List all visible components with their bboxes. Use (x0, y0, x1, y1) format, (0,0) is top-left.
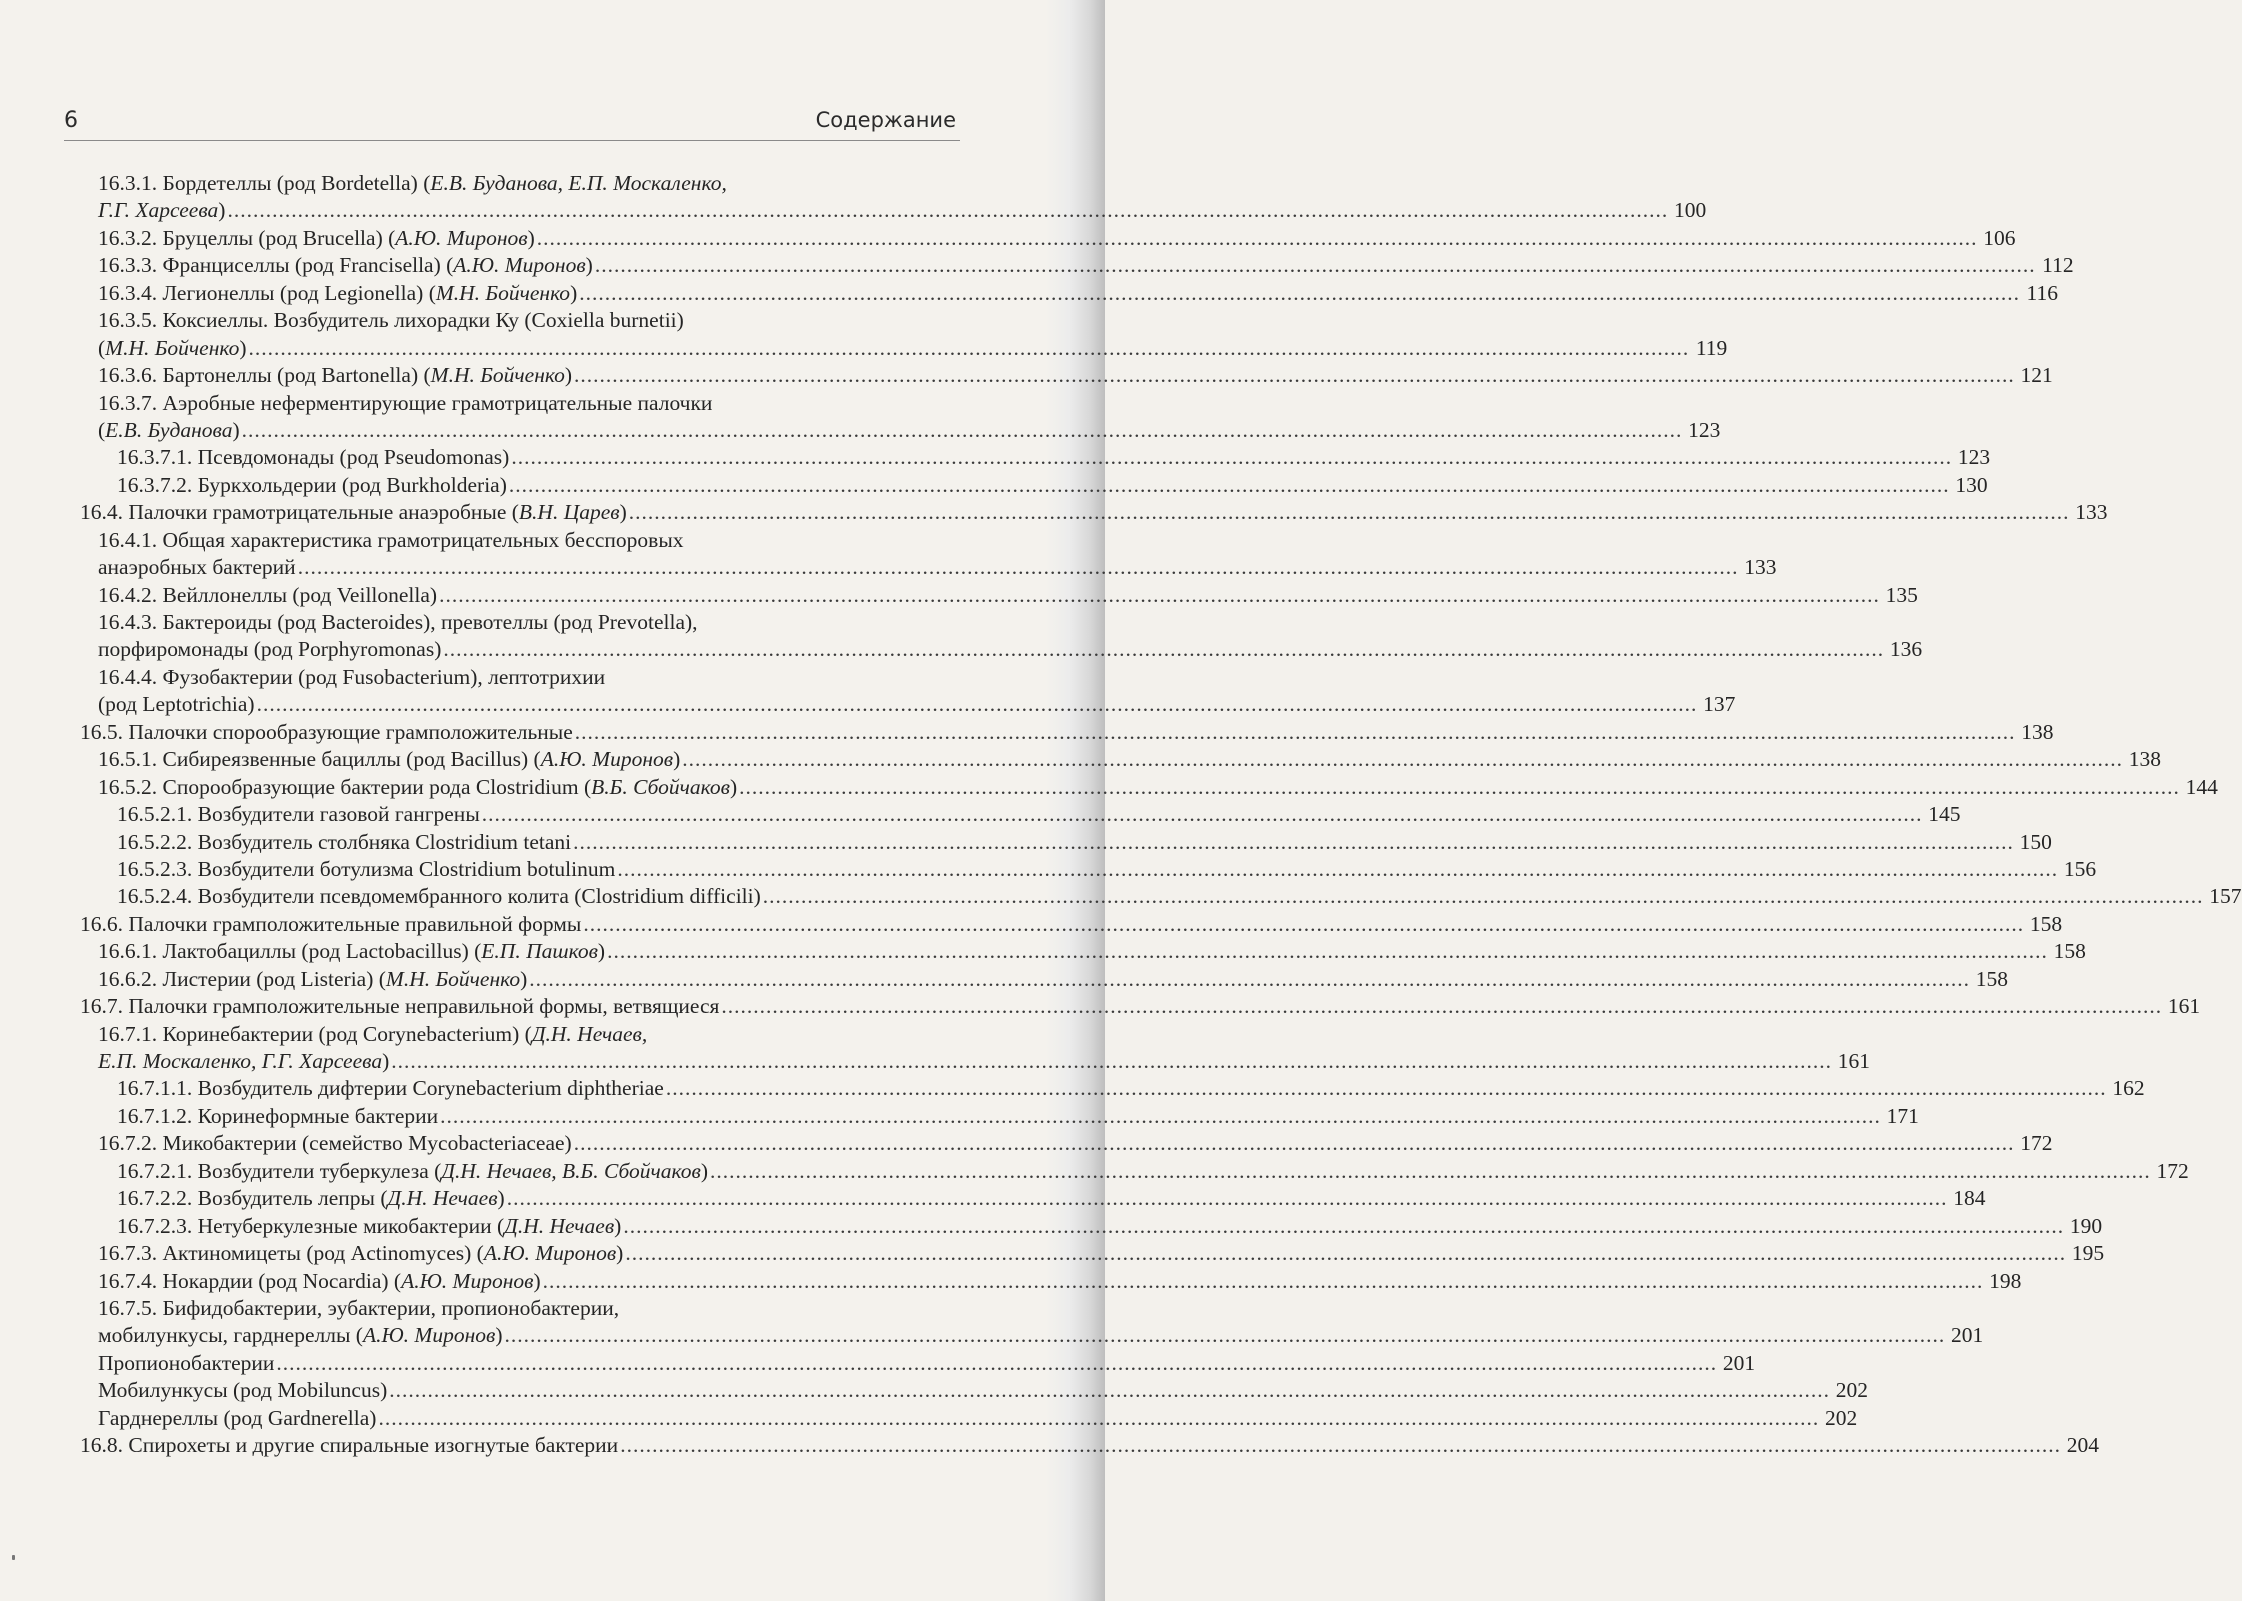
toc-entry (80, 719, 2054, 746)
toc-entry-text: 16.5.2.4. Возбудители псевдомембранного колита (Clostridium difficili) (117, 884, 761, 909)
toc-entry-title (98, 307, 684, 334)
dot-leader (529, 966, 1970, 993)
dot-leader (629, 499, 2070, 526)
dot-leader (511, 444, 1952, 471)
toc-entry (80, 499, 2108, 526)
toc-entry-text: 16.7.2.1. Возбудители туберкулеза ( (117, 1158, 442, 1183)
dot-leader (482, 801, 1923, 828)
toc-entry (80, 390, 956, 417)
toc-entry (80, 883, 2242, 910)
toc-entry-text: 16.5. Палочки спорообразующие грамположительные (80, 719, 573, 744)
page-number: 6 (64, 108, 78, 133)
toc-entry-author: В.Н. Царев (518, 500, 620, 525)
toc-entry-author: Е.П. Москаленко, Г.Г. Харсеева (98, 1049, 383, 1073)
toc-entry-title (98, 1405, 376, 1432)
toc-page-number: 130 (1955, 472, 1988, 497)
toc-entry-tail: ) (564, 363, 573, 388)
toc-entry-author: Д.Н. Нечаев (504, 1213, 615, 1238)
toc-entry-text: Гарднереллы (род Gardnerella) (98, 1405, 377, 1430)
toc-entry (80, 938, 2086, 965)
dot-leader (763, 883, 2204, 910)
toc-page-number: 162 (2112, 1076, 2145, 1101)
dot-leader (595, 252, 2036, 279)
toc-entry-author: Д.Н. Нечаев (387, 1186, 498, 1211)
dot-leader (242, 417, 1683, 444)
dot-leader (443, 636, 1884, 663)
dot-leader (617, 856, 2058, 883)
toc-entry (80, 527, 956, 554)
toc-entry-title (117, 472, 507, 499)
toc-entry-text: 16.4.1. Общая характеристика грамотрицательных бесспоровых (98, 527, 684, 552)
toc-entry-tail: ) (232, 417, 240, 442)
toc-entry-text: мобилункусы, гарднереллы ( (98, 1323, 363, 1348)
toc-entry-title (98, 252, 593, 279)
toc-entry-text: 16.3.4. Легионеллы (род Legionella) ( (98, 280, 436, 305)
toc-entry-text: 16.7.3. Актиномицеты (род Actinomyces) ( (98, 1241, 484, 1266)
toc-entry-title (98, 170, 727, 197)
toc-entry-title (98, 691, 255, 718)
toc-entry-tail: ) (614, 1213, 622, 1238)
toc-entry (80, 1268, 2022, 1295)
toc-entry-title (80, 1432, 618, 1459)
toc-entry-text: 16.6.2. Листерии (род Listeria) ( (98, 966, 386, 991)
toc-entry-text: 16.7.4. Нокардии (род Nocardia) ( (98, 1268, 402, 1293)
dot-leader (440, 1103, 1881, 1130)
toc-entry-title (98, 417, 240, 444)
toc-entry-tail: ) (382, 1049, 390, 1073)
toc-entry (80, 801, 1961, 828)
dot-leader (623, 1213, 2064, 1240)
toc-entry (80, 746, 2161, 773)
toc-entry-author: Е.В. Буданова (105, 417, 233, 442)
dot-leader (276, 1350, 1717, 1377)
toc-entry (80, 1295, 956, 1322)
toc-page-number: 172 (2020, 1131, 2053, 1156)
dot-leader (389, 1377, 1830, 1404)
toc-entry-text: 16.3.7.1. Псевдомонады (род Pseudomonas) (117, 445, 510, 470)
toc-entry-author: А.Ю. Миронов (362, 1323, 496, 1348)
toc-entry (80, 170, 956, 197)
dot-leader (543, 1268, 1984, 1295)
toc-entry-author: М.Н. Бойченко (430, 363, 565, 388)
toc-page-number: 156 (2063, 856, 2097, 881)
toc-entry-tail: ) (495, 1323, 503, 1348)
toc-entry-text: ( (98, 335, 106, 360)
toc-entry-tail: ) (527, 225, 535, 250)
toc-entry-title (98, 746, 680, 773)
toc-entry-tail: ) (597, 939, 606, 964)
toc-entry (80, 1103, 1919, 1130)
toc-entry-tail: ) (619, 500, 627, 525)
toc-entry-title (98, 609, 698, 636)
dot-leader (298, 554, 1739, 581)
toc-entry-text: 16.7. Палочки грамположительные неправильной формы, ветвящиеся (80, 994, 720, 1019)
toc-page-number: 138 (2128, 747, 2161, 772)
toc-entry (80, 1240, 2105, 1267)
toc-entry (80, 362, 2053, 389)
toc-page-number: 137 (1703, 692, 1736, 717)
toc-page-number: 161 (1837, 1049, 1870, 1073)
toc-entry (80, 1213, 2103, 1240)
dot-leader (579, 280, 2020, 307)
toc-entry-text: 16.7.1.2. Коринеформные бактерии (117, 1103, 439, 1128)
toc-entry-text: Мобилункусы (род Mobiluncus) (98, 1378, 388, 1403)
toc-entry-author: А.Ю. Миронов (401, 1268, 534, 1293)
toc-page-number: 144 (2185, 774, 2218, 799)
toc-entry-text: 16.7.1. Коринебактерии (род Corynebacterium) ( (98, 1021, 532, 1046)
toc-entry-text: анаэробных бактерий (98, 555, 296, 580)
toc-entry (80, 1405, 1858, 1432)
toc-page-number: 100 (1673, 198, 1707, 223)
toc-entry-title (80, 719, 573, 746)
dot-leader (391, 1048, 1832, 1075)
dot-leader (666, 1075, 2107, 1102)
toc-entry-author: Г.Г. Харсеева (98, 198, 219, 223)
toc-entry (80, 307, 956, 334)
toc-entry-title (117, 1103, 438, 1130)
toc-entry (80, 911, 2063, 938)
toc-entry-title (80, 993, 719, 1020)
toc-page-number: 123 (1957, 445, 1991, 470)
toc-page-number: 202 (1835, 1378, 1869, 1403)
toc-entry-title (98, 335, 247, 362)
toc-page-number: 201 (1951, 1323, 1984, 1348)
toc-entry-text: 16.4.3. Бактероиды (род Bacteroides), превотеллы (род Prevotella), (98, 610, 698, 634)
toc-entry-title (98, 966, 527, 993)
toc-entry (80, 636, 1923, 663)
toc-page-number: 202 (1824, 1405, 1858, 1430)
toc-page-number: 172 (2156, 1158, 2189, 1183)
toc-page-number: 204 (2066, 1433, 2099, 1458)
toc-entry-author: А.Ю. Миронов (453, 253, 586, 278)
toc-entry-text: порфиромонады (род Porphyromonas) (98, 637, 442, 662)
dot-leader (249, 335, 1690, 362)
toc-entry-title (117, 829, 571, 856)
dot-leader (257, 691, 1698, 718)
toc-entry-tail: ) (218, 198, 226, 223)
toc-entry-text: 16.3.1. Бордетеллы (род Bordetella) ( (98, 171, 431, 195)
toc-entry-author: В.Б. Сбойчаков (591, 774, 730, 799)
toc-page-number: 119 (1695, 335, 1728, 360)
toc-entry-title (98, 1322, 503, 1349)
toc-entry-text: 16.5.2.1. Возбудители газовой гангрены (117, 802, 480, 827)
toc-page-number: 121 (2020, 363, 2053, 388)
toc-page-number: 145 (1928, 802, 1961, 827)
toc-entry-title (117, 1075, 664, 1102)
toc-entry-title (98, 636, 441, 663)
toc-page-number: 112 (2042, 253, 2074, 278)
toc-entry-author: А.Ю. Миронов (395, 225, 528, 250)
toc-entry-title (98, 938, 605, 965)
toc-entry-title (98, 1268, 541, 1295)
toc-entry-title (98, 1048, 389, 1075)
toc-entry (80, 829, 2052, 856)
toc-entry-tail: ) (616, 1241, 624, 1266)
toc-entry (80, 1021, 956, 1048)
toc-entry-text: 16.3.7.2. Буркхольдерии (род Burkholderia) (117, 472, 507, 497)
toc-entry-title (98, 554, 296, 581)
toc-entry-text: 16.4.2. Вейллонеллы (род Veillonella) (98, 582, 438, 607)
toc-entry (80, 1322, 1984, 1349)
toc-entry (80, 1185, 1986, 1212)
page-header (64, 104, 960, 141)
toc-entry-title (98, 1295, 619, 1322)
toc-entry-title (98, 664, 605, 691)
toc-entry-title (117, 883, 761, 910)
toc-entry-author: А.Ю. Миронов (540, 747, 674, 772)
toc-entry-title (98, 390, 712, 417)
toc-entry-text: (род Leptotrichia) (98, 692, 255, 717)
toc-entry-tail: ) (700, 1158, 709, 1183)
toc-entry (80, 280, 2058, 307)
toc-entry (80, 225, 2016, 252)
toc-entry-text: 16.3.3. Франциселлы (род Francisella) ( (98, 253, 454, 278)
toc-entry-title (98, 280, 577, 307)
toc-entry-author: Д.Н. Нечаев, В.Б. Сбойчаков (441, 1158, 701, 1183)
scan-speck (12, 1555, 15, 1560)
toc-page-number: 138 (2021, 719, 2054, 744)
toc-entry-text: 16.6.1. Лактобациллы (род Lactobacillus) ( (98, 939, 482, 964)
toc-page-number: 195 (2071, 1241, 2105, 1266)
toc-entry-title (98, 362, 572, 389)
toc-entry-title (98, 527, 684, 554)
toc-page-number: 157 (2209, 884, 2242, 909)
toc-entry (80, 856, 2097, 883)
toc-entry-title (117, 1158, 708, 1185)
dot-leader (710, 1158, 2151, 1185)
toc-entry (80, 197, 1707, 224)
toc-entry-tail: ) (729, 774, 738, 799)
dot-leader (574, 1130, 2015, 1157)
toc-entry-text: 16.7.2.3. Нетуберкулезные микобактерии ( (117, 1213, 505, 1238)
toc-entry (80, 444, 1991, 471)
dot-leader (573, 829, 2014, 856)
toc-page-number: 158 (2029, 911, 2063, 936)
toc-entry-title (98, 197, 225, 224)
toc-page-number: 184 (1953, 1186, 1986, 1211)
toc-entry-tail: ) (673, 747, 681, 772)
toc-entry-text: 16.3.2. Бруцеллы (род Brucella) ( (98, 225, 396, 250)
toc-entry (80, 691, 1736, 718)
toc-entry-text: 16.4.4. Фузобактерии (род Fusobacterium), лептотрихии (98, 664, 606, 689)
dot-leader (227, 197, 1668, 224)
toc-entry (80, 774, 2218, 801)
toc-page-number: 123 (1688, 417, 1721, 442)
toc-page-number: 190 (2069, 1213, 2103, 1238)
toc-entry-tail: ) (570, 280, 578, 305)
toc-page-number: 133 (1744, 555, 1777, 580)
toc-entry-text: ( (98, 417, 106, 442)
dot-leader (575, 719, 2016, 746)
toc-entry-text: 16.7.5. Бифидобактерии, эубактерии, пропионобактерии, (98, 1295, 620, 1320)
toc-entry-text: 16.5.1. Сибиреязвенные бациллы (род Bacillus) ( (98, 747, 541, 772)
dot-leader (721, 993, 2162, 1020)
toc-entry (80, 252, 2074, 279)
toc-entry-title (98, 1240, 623, 1267)
toc-entry-author: Д.Н. Нечаев, (531, 1021, 648, 1046)
toc-entry-tail: ) (533, 1268, 541, 1293)
toc-page-number: 116 (2026, 280, 2058, 305)
toc-entry-tail: ) (497, 1186, 505, 1211)
toc-page-number: 198 (1989, 1268, 2022, 1293)
toc-entry-text: 16.6. Палочки грамположительные правильной формы (80, 911, 582, 936)
toc-entry-title (80, 499, 627, 526)
toc-page-number: 106 (1983, 225, 2016, 250)
toc-entry-text: 16.5.2.2. Возбудитель столбняка Clostridium tetani (117, 829, 572, 854)
toc-entry-text: 16.7.2. Микобактерии (семейство Mycobacteriaceae) (98, 1131, 572, 1156)
dot-leader (682, 746, 2123, 773)
dot-leader (507, 1185, 1948, 1212)
toc-entry-title (98, 1021, 647, 1048)
dot-leader (583, 911, 2024, 938)
dot-leader (739, 774, 2180, 801)
toc-page-number: 161 (2167, 994, 2201, 1019)
toc-entry (80, 609, 956, 636)
toc-entry (80, 1130, 2053, 1157)
toc-entry-title (117, 856, 615, 883)
toc-entry-text: 16.7.1.1. Возбудитель дифтерии Corynebacterium diphtheriae (117, 1076, 664, 1101)
toc-entry-title (117, 1185, 505, 1212)
toc-entry (80, 554, 1777, 581)
toc-entry-text: 16.3.6. Бартонеллы (род Bartonella) ( (98, 363, 431, 388)
toc-entry (80, 1158, 2189, 1185)
toc-entry (80, 582, 1918, 609)
toc-entry-author: Е.П. Пашков (481, 939, 598, 964)
running-title: Содержание (815, 108, 956, 132)
toc-entry-title (117, 1213, 621, 1240)
toc-page-number: 158 (2053, 939, 2086, 964)
toc-entry (80, 993, 2201, 1020)
toc-page-number: 201 (1722, 1350, 1756, 1375)
dot-leader (620, 1432, 2061, 1459)
toc-page-number: 136 (1889, 637, 1923, 662)
toc-entry (80, 1377, 1869, 1404)
dot-leader (537, 225, 1978, 252)
toc-entry (80, 1048, 1870, 1075)
dot-leader (509, 472, 1950, 499)
toc-page-number: 158 (1975, 966, 2009, 991)
toc-entry-author: М.Н. Бойченко (105, 335, 240, 360)
toc-entry (80, 664, 956, 691)
toc-entry (80, 335, 1728, 362)
toc-entry (80, 1350, 1756, 1377)
toc-entry (80, 417, 1721, 444)
toc-entry-text: Пропионобактерии (98, 1350, 275, 1375)
toc-entry-text: 16.7.2.2. Возбудитель лепры ( (117, 1186, 388, 1211)
toc-entry-author: М.Н. Бойченко (435, 280, 571, 305)
toc-entry-title (98, 1350, 274, 1377)
toc-entry-title (80, 911, 581, 938)
dot-leader (625, 1240, 2066, 1267)
dot-leader (505, 1322, 1946, 1349)
table-of-contents (80, 170, 2242, 1460)
toc-entry-tail: ) (520, 966, 528, 991)
toc-entry-title (98, 1377, 387, 1404)
toc-entry-text: 16.5.2. Спорообразующие бактерии рода Clostridium ( (98, 774, 592, 799)
toc-entry (80, 966, 2009, 993)
toc-entry-tail: ) (585, 253, 593, 278)
dot-leader (607, 938, 2048, 965)
dot-leader (439, 582, 1880, 609)
dot-leader (574, 362, 2015, 389)
toc-page-number: 171 (1886, 1103, 1919, 1128)
toc-page-number: 150 (2019, 829, 2052, 854)
toc-entry-text: 16.4. Палочки грамотрицательные анаэробные ( (80, 500, 519, 525)
toc-entry-title (98, 225, 535, 252)
toc-entry (80, 1432, 2099, 1459)
toc-entry-text: 16.3.7. Аэробные неферментирующие грамотрицательные палочки (98, 390, 713, 415)
toc-entry-author: М.Н. Бойченко (385, 966, 521, 991)
toc-page-number: 133 (2075, 500, 2108, 525)
toc-entry-title (98, 1130, 572, 1157)
dot-leader (378, 1405, 1819, 1432)
toc-entry (80, 1075, 2145, 1102)
toc-entry-title (117, 444, 509, 471)
toc-entry-title (117, 801, 480, 828)
toc-entry-author: Е.В. Буданова, Е.П. Москаленко, (430, 171, 727, 195)
toc-entry-title (98, 774, 737, 801)
toc-entry-text: 16.3.5. Коксиеллы. Возбудитель лихорадки Ку (Coxiella burnetii) (98, 308, 684, 333)
toc-entry (80, 472, 1988, 499)
toc-page-number: 135 (1885, 582, 1918, 607)
toc-entry-title (98, 582, 437, 609)
toc-entry-tail: ) (239, 335, 247, 360)
toc-entry-text: 16.5.2.3. Возбудители ботулизма Clostridium botulinum (117, 856, 616, 881)
toc-entry-text: 16.8. Спирохеты и другие спиральные изогнутые бактерии (80, 1433, 619, 1458)
toc-entry-author: А.Ю. Миронов (483, 1241, 617, 1266)
